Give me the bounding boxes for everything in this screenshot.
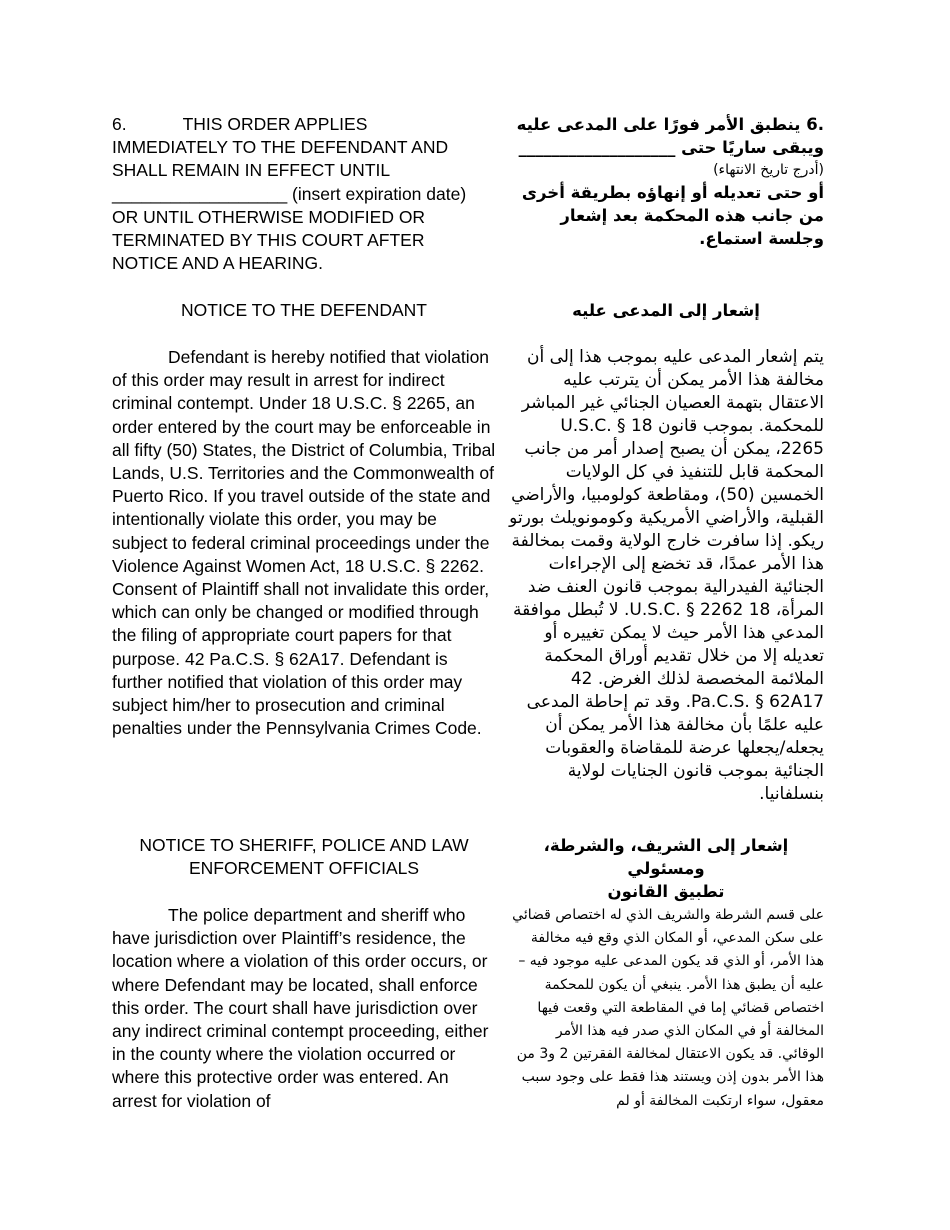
section-6-line: NOTICE AND A HEARING. [112,253,324,274]
notice-sheriff-heading-ar: إشعار إلى الشريف، والشرطة، ومسئولي تطبيق القانون [543,836,789,901]
section-6-line: OR UNTIL OTHERWISE MODIFIED OR [112,206,426,227]
section-6-ar-line1: .6 ينطبق الأمر فورًا على المدعى عليه [516,115,824,134]
section-6-ar-line2: ويبقى ساريًا حتى ___________________ [518,138,824,157]
notice-defendant-body-ar: يتم إشعار المدعى عليه بموجب هذا إلى أن مخالفة هذا الأمر يمكن أن يترتب عليه الاعتقال بتهمة العصيان الجنائي غير المباشر للمحكمة. بموجب قانون 18 U.S.C. § 2265، يمكن أن يصبح إصدار أمر من جانب المحكمة قابل للتنفيذ في كل الولايات الخمسين (50)، ومقاطعة كولومبيا، والأراضي القبلية، والأراضي الأمريكية وكومونويلث بورتو ريكو. إذا سافرت خارج الولاية وقمت بمخالفة هذا الأمر عمدًا، قد تخضع إلى الإجراءات الجنائية الفيدرالية بموجب قانون العنف ضد المرأة، 18 U.S.C. § 2262. لا تُبطل موافقة المدعي هذا الأمر حيث لا يمكن تغييره أو تعديله إلا من خلال تقديم أوراق المحكمة الملائمة المخصصة لذلك الغرض. 42 Pa.C.S. § 62A17. وقد تم إحاطة المدعى عليه علمًا بأن مخالفة هذا الأمر يمكن أن يجعله/يجعلها عرضة للمقاضاة والعقوبات الجنائية بموجب قانون الجنايات لولاية بنسلفانيا. [509,347,824,804]
section-6-line: TERMINATED BY THIS COURT AFTER [112,230,425,251]
section-6-ar-line3: أو حتى تعديله أو إنهاؤه بطريقة أخرى من جانب هذه المحكمة بعد إشعار وجلسة استماع. [521,183,824,249]
section-6-line: __________________ (insert expiration date) [112,183,467,204]
notice-defendant-body: Defendant is hereby notified that violation of this order may result in arrest for indirect criminal contempt. Under 18 U.S.C. § 2265, an order entered by the court may be enforceable in all fifty (50) States, the District of Columbia, Tribal Lands, U.S. Territories and the Commonwealth of Puerto Rico. If you travel outside of the state and intentionally violate this order, you may be subject to federal criminal proceedings under the Violence Against Women Act, 18 U.S.C. § 2262. Consent of Plaintiff shall not invalidate this order, which can only be changed or modified through the filing of appropriate court papers for that purpose. 42 Pa.C.S. § 62A17. Defendant is further notified that violation of this order may subject him/her to prosecution and criminal penalties under the Pennsylvania Crimes Code. [112,347,496,739]
section-6-arabic [508,113,824,250]
section-6-english [112,113,496,275]
notice-sheriff-body-ar: على قسم الشرطة والشريف الذي له اختصاص قضائي على سكن المدعي، أو المكان الذي وقع فيه مخالفة هذا الأمر، أو الذي قد يكون المدعى عليه موجود فيه – عليه أن يطبق هذا الأمر. ينبغي أن يكون للمحكمة اختصاص قضائي إما في المقاطعة التي وقعت فيها المخالفة أو في المكان الذي صدر فيه هذا الأمر الوقائي. قد يكون الاعتقال لمخالفة الفقرتين 2 و3 من هذا الأمر بدون إذن ويستند هذا فقط على وجود سبب معقول، سواء ارتكبت المخالفة أو لم [512,907,824,1109]
insert-expiration-note: (أدرج تاريخ الانتهاء) [713,162,824,178]
notice-sheriff-body: The police department and sheriff who have jurisdiction over Plaintiff’s residence, the location where a violation of this order occurs, or where Defendant may be located, shall enforce this order. The court shall have jurisdiction over any indirect criminal contempt proceeding, either in the county where the violation occurred or where this protective order was entered. An arrest for violation of [112,905,489,1111]
notice-sheriff-heading: NOTICE TO SHERIFF, POLICE AND LAW ENFORCEMENT OFFICIALS [139,835,469,879]
section-6-line1: THIS ORDER APPLIES [182,114,368,134]
notice-defendant-heading: NOTICE TO THE DEFENDANT [181,300,427,320]
notice-defendant-heading-ar: إشعار إلى المدعى عليه [572,301,760,320]
section-number: 6. [112,114,127,134]
section-6-line: SHALL REMAIN IN EFFECT UNTIL [112,160,391,181]
section-6-line: IMMEDIATELY TO THE DEFENDANT AND [112,137,449,158]
